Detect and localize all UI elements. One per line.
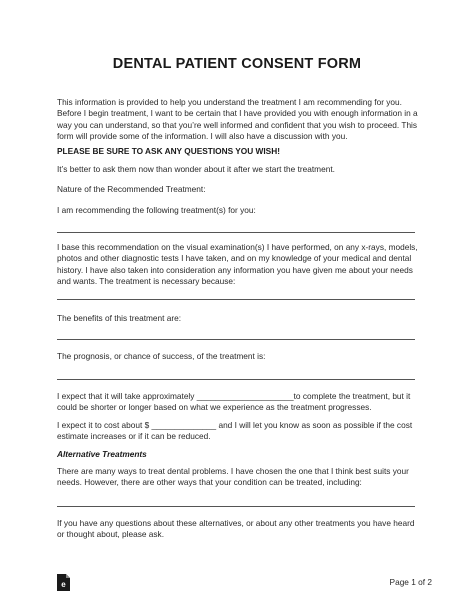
- ask-questions-heading: PLEASE BE SURE TO ASK ANY QUESTIONS YOU WISH!: [57, 146, 280, 156]
- page-title: DENTAL PATIENT CONSENT FORM: [112, 56, 362, 72]
- prognosis-label: The prognosis, or chance of success, of the treatment is:: [57, 351, 266, 361]
- time-estimate-paragraph: I expect that it will take approximately _____________________to complete the treatment, but it could be shorter or longer based on what we experience as the treatment progresses.: [57, 391, 411, 413]
- better-ask-text: It’s better to ask them now than wonder about it after we start the treatment.: [57, 164, 335, 174]
- alternatives-answer-line[interactable]: [57, 506, 415, 507]
- necessity-answer-line[interactable]: [57, 299, 415, 300]
- eforms-logo-icon: [57, 574, 70, 591]
- questions-paragraph: If you have any questions about these alternatives, or about any other treatments you have heard or thought about, please ask.: [57, 518, 415, 540]
- basis-paragraph: I base this recommendation on the visual examination(s) I have performed, on any x-rays, models, photos and other diagnostic tests I have taken, and on my knowledge of your medical and dental history. I have also taken into consideration any information you have given me about your needs and wants. The treatment is necessary because:: [57, 242, 418, 287]
- nature-label: Nature of the Recommended Treatment:: [57, 184, 206, 194]
- cost-estimate-paragraph: I expect it to cost about $ ______________ and I will let you know as soon as possible if the cost estimate increases or if it can be reduced.: [57, 420, 413, 442]
- alternative-treatments-paragraph: There are many ways to treat dental problems. I have chosen the one that I think best suits your needs. However, there are other ways that your condition can be treated, including:: [57, 466, 409, 488]
- page-number: Page 1 of 2: [389, 577, 432, 587]
- svg-text:e: e: [61, 580, 66, 589]
- intro-paragraph: This information is provided to help you understand the treatment I am recommending for you. Before I begin treatment, I want to be certain that I have provided you with enough information in a way you can understand, so that you’re well informed and confident that you wish to proceed. This form will provide some of the information. I will also have a discussion with you.: [57, 97, 418, 142]
- prognosis-answer-line[interactable]: [57, 379, 415, 380]
- benefits-label: The benefits of this treatment are:: [57, 313, 182, 323]
- alternative-treatments-heading: Alternative Treatments: [57, 449, 147, 459]
- benefits-answer-line[interactable]: [57, 339, 415, 340]
- treatment-answer-line[interactable]: [57, 232, 415, 233]
- recommending-label: I am recommending the following treatment(s) for you:: [57, 205, 256, 215]
